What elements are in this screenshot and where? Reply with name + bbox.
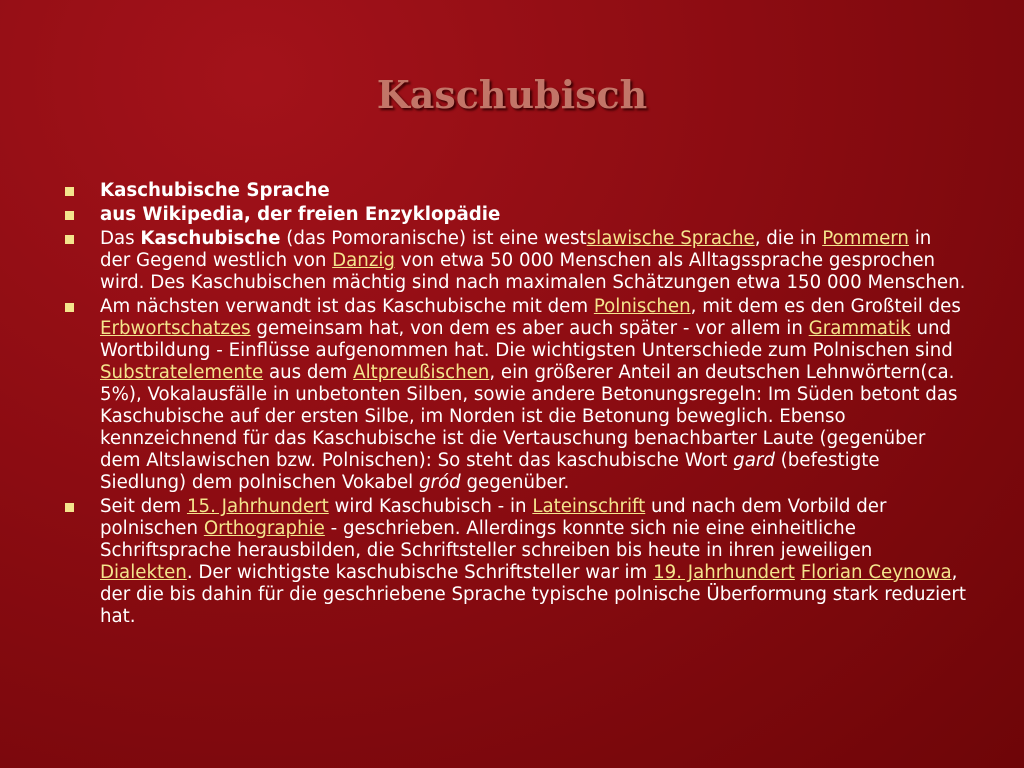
link-danzig[interactable]: Danzig: [332, 250, 395, 271]
square-bullet-icon: [65, 211, 74, 220]
text-run: aus dem: [263, 362, 354, 383]
link-polnischen[interactable]: Polnischen: [593, 296, 691, 317]
italic-word: gard: [733, 450, 775, 471]
text-run: , mit dem es den Großteil des: [690, 296, 961, 317]
bold-term: Kaschubische: [140, 228, 281, 249]
text-run: wird Kaschubisch - in: [328, 496, 533, 517]
bullet-text: aus Wikipedia, der freien Enzyklopädie: [100, 204, 501, 225]
text-run: , die in: [754, 228, 823, 249]
bullet-item: [62, 496, 967, 628]
text-run: Seit dem: [100, 496, 187, 517]
link-florian-ceynowa[interactable]: Florian Ceynowa: [800, 562, 952, 583]
link-substratelemente[interactable]: Substratelemente: [100, 362, 264, 383]
square-bullet-icon: [65, 503, 74, 512]
slide-title: Kaschubisch: [376, 72, 648, 117]
text-run: und nach dem Vorbild der polnischen: [100, 496, 887, 539]
square-bullet-icon: [65, 187, 74, 196]
link-dialekten[interactable]: Dialekten: [100, 562, 187, 583]
bullet-text: Kaschubische Sprache: [100, 180, 330, 201]
bullet-item: [62, 204, 967, 226]
italic-word: gród: [418, 472, 461, 493]
link-altpreussischen[interactable]: Altpreußischen: [353, 362, 490, 383]
text-run: , ein größerer Anteil an deutschen Lehnwörtern(ca. 5%), Vokalausfälle in unbetonten Silben, sowie andere Betonungsregeln: Im Süden betont das Kaschubische auf der ersten Silbe, im Norden ist die Betonung beweglich. Ebenso kennzeichnend für das Kaschubische ist die Vertauschung benachbarter Laute (gegenüber dem Altslawischen bzw. Polnischen): So steht das kaschubische Wort: [100, 362, 958, 471]
link-19-jahrhundert[interactable]: 19. Jahrhundert: [653, 562, 795, 583]
link-slawische-sprache[interactable]: slawische Sprache: [586, 228, 755, 249]
text-run: (befestigte Siedlung) dem polnischen Vokabel: [100, 450, 880, 493]
link-15-jahrhundert[interactable]: 15. Jahrhundert: [186, 496, 329, 517]
bullet-item: [62, 180, 967, 202]
bullet-item: [62, 296, 967, 494]
text-run: in der Gegend westlich von: [100, 228, 932, 271]
text-run: gemeinsam hat, von dem es aber auch später - vor allem in: [250, 318, 809, 339]
link-orthographie[interactable]: Orthographie: [203, 518, 325, 539]
text-run: gegenüber.: [460, 472, 570, 493]
text-run: - geschrieben. Allerdings konnte sich nie eine einheitliche Schriftsprache herausbilden, die Schriftsteller schreiben bis heute in ihren jeweiligen: [100, 518, 873, 561]
link-erbwortschatzes[interactable]: Erbwortschatzes: [100, 318, 251, 339]
bullet-item: [62, 228, 967, 294]
text-run: und Wortbildung - Einflüsse aufgenommen hat. Die wichtigsten Unterschiede zum Polnischen sind: [100, 318, 953, 361]
text-run: , der die bis dahin für die geschriebene Sprache typische polnische Überformung stark reduziert hat.: [100, 562, 966, 627]
square-bullet-icon: [65, 235, 74, 244]
link-pommern[interactable]: Pommern: [822, 228, 909, 249]
bullet-list: [62, 180, 967, 630]
link-grammatik[interactable]: Grammatik: [808, 318, 911, 339]
link-lateinschrift[interactable]: Lateinschrift: [532, 496, 646, 517]
square-bullet-icon: [65, 303, 74, 312]
text-run: von etwa 50 000 Menschen als Alltagssprache gesprochen wird. Des Kaschubischen mächtig sind nach maximalen Schätzungen etwa 150 000 Menschen.: [100, 250, 966, 293]
text-run: . Der wichtigste kaschubische Schriftsteller war im: [186, 562, 654, 583]
text-run: (das Pomoranische) ist eine west: [280, 228, 587, 249]
text-run: Das: [100, 228, 141, 249]
text-run: Am nächsten verwandt ist das Kaschubische mit dem: [100, 296, 594, 317]
